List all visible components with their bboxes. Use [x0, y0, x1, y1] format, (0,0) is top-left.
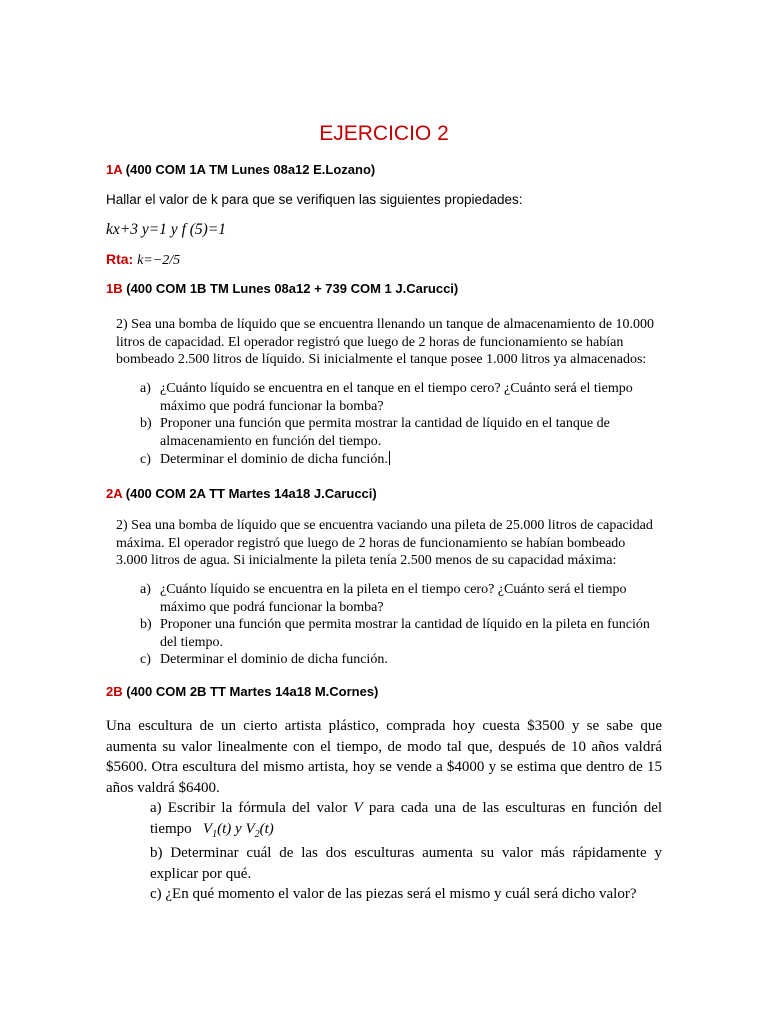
paragraph-line: bombeado 2.500 litros de líquido. Si inicialmente el tanque posee 1.000 litros ya almacenados: [116, 352, 647, 367]
list-item-2a-a [140, 581, 627, 616]
conj-y: y [235, 820, 242, 837]
answer-1a [106, 251, 180, 269]
equation-1a: kx+3 y=1 y f (5)=1 [106, 221, 227, 238]
arg-t1: (t) [217, 820, 232, 837]
list-item-2a-c [140, 651, 388, 669]
item-line: ¿Cuánto líquido se encuentra en el tanque en el tiempo cero? ¿Cuánto será el tiempo [160, 381, 633, 396]
section-header-2b [106, 684, 378, 699]
list-item-1b-b [140, 415, 610, 450]
list-item-1b-a [140, 380, 633, 415]
section-info-1b: (400 COM 1B TM Lunes 08a12 + 739 COM 1 J.Carucci) [126, 281, 459, 296]
section-code-2a: 2A [106, 486, 123, 501]
sub-2: 2 [254, 828, 260, 840]
statement-1a: Hallar el valor de k para que se verifiquen las siguientes propiedades: [106, 192, 523, 207]
item-line: Determinar el dominio de dicha función. [160, 652, 388, 667]
section-code-2b: 2B [106, 684, 123, 699]
answer-value: k=−2/5 [137, 253, 181, 268]
item-line: ¿Cuánto líquido se encuentra en la pileta en el tiempo cero? ¿Cuánto será el tiempo [160, 582, 627, 597]
item-letter: b) [140, 617, 152, 632]
item-letter: a) [140, 381, 151, 396]
item-line: Determinar el dominio de dicha función. [160, 452, 388, 467]
sub-1: 1 [212, 828, 218, 840]
item-letter: c) [140, 652, 151, 667]
question-a-prefix: a) Escribir la fórmula del valor [150, 800, 348, 816]
question-2b-c: c) ¿En qué momento el valor de las piezas será el mismo y cuál será dicho valor? [150, 886, 637, 902]
paragraph-line: años valdrá $6400. [106, 779, 220, 796]
item-letter: c) [140, 452, 151, 467]
problem-text-2a [116, 517, 653, 570]
math-v1 [202, 820, 274, 840]
answer-label: Rta: [106, 251, 134, 267]
page-title: EJERCICIO 2 [319, 122, 449, 145]
question-2b-b [150, 843, 662, 884]
section-header-2a [106, 486, 377, 501]
section-info-2a: (400 COM 2A TT Martes 14a18 J.Carucci) [125, 486, 377, 501]
item-line: Proponer una función que permita mostrar la cantidad de líquido en la pileta en función [160, 617, 650, 632]
item-letter: b) [140, 416, 152, 431]
item-line: Proponer una función que permita mostrar la cantidad de líquido en el tanque de [160, 416, 610, 431]
question-2b-a [150, 798, 662, 845]
section-info-2b: (400 COM 2B TT Martes 14a18 M.Cornes) [126, 684, 379, 699]
variable-v: V [353, 800, 363, 816]
paragraph-line: $5600. Otra escultura del mismo artista, hoy se vende a $4000 y se estima que dentro de 15 [106, 759, 662, 775]
paragraph-line: Una escultura de un cierto artista plástico, comprada hoy cuesta $3500 y se sabe que [106, 718, 662, 734]
item-line: del tiempo. [160, 634, 223, 650]
section-header-1a [106, 162, 375, 177]
item-letter: a) [140, 582, 151, 597]
var-v2: V [245, 820, 255, 837]
item-line: máximo que podrá funcionar la bomba? [160, 398, 384, 414]
question-a-line [150, 798, 662, 819]
text-cursor [389, 451, 390, 465]
list-item-2a-b [140, 616, 650, 651]
paragraph-line: 2) Sea una bomba de líquido que se encuentra vaciando una pileta de 25.000 litros de capacidad [116, 518, 653, 533]
section-code-1b: 1B [106, 281, 123, 296]
question-a-suffix: para cada una de las esculturas en función del [368, 800, 663, 816]
question-a-word: tiempo [150, 820, 192, 837]
section-header-1b [106, 281, 458, 296]
section-code-1a: 1A [106, 162, 123, 177]
question-b-line: explicar por qué. [150, 865, 252, 882]
paragraph-line: aumenta su valor linealmente con el tiempo, de modo tal que, después de 10 años valdrá [106, 738, 662, 755]
question-b-line: b) Determinar cuál de las dos esculturas aumenta su valor más rápidamente y [150, 845, 662, 861]
problem-text-1b [116, 316, 654, 369]
var-v1: V [202, 820, 213, 837]
question-a-line2 [150, 819, 662, 846]
item-line: almacenamiento en función del tiempo. [160, 433, 382, 449]
paragraph-line: máxima. El operador registró que luego de 2 horas de funcionamiento se habían bombeado [116, 535, 626, 551]
item-line: máximo que podrá funcionar la bomba? [160, 599, 384, 615]
paragraph-line: 3.000 litros de agua. Si inicialmente la pileta tenía 2.500 menos de su capacidad máxima: [116, 553, 617, 568]
problem-text-2b [106, 716, 662, 798]
paragraph-line: 2) Sea una bomba de líquido que se encuentra llenando un tanque de almacenamiento de 10.000 [116, 317, 655, 332]
section-info-1a: (400 COM 1A TM Lunes 08a12 E.Lozano) [125, 162, 376, 177]
list-item-1b-c [140, 451, 390, 469]
paragraph-line: litros de capacidad. El operador registró que luego de 2 horas de funcionamiento se habían [116, 334, 624, 350]
arg-t2: (t) [259, 820, 274, 837]
